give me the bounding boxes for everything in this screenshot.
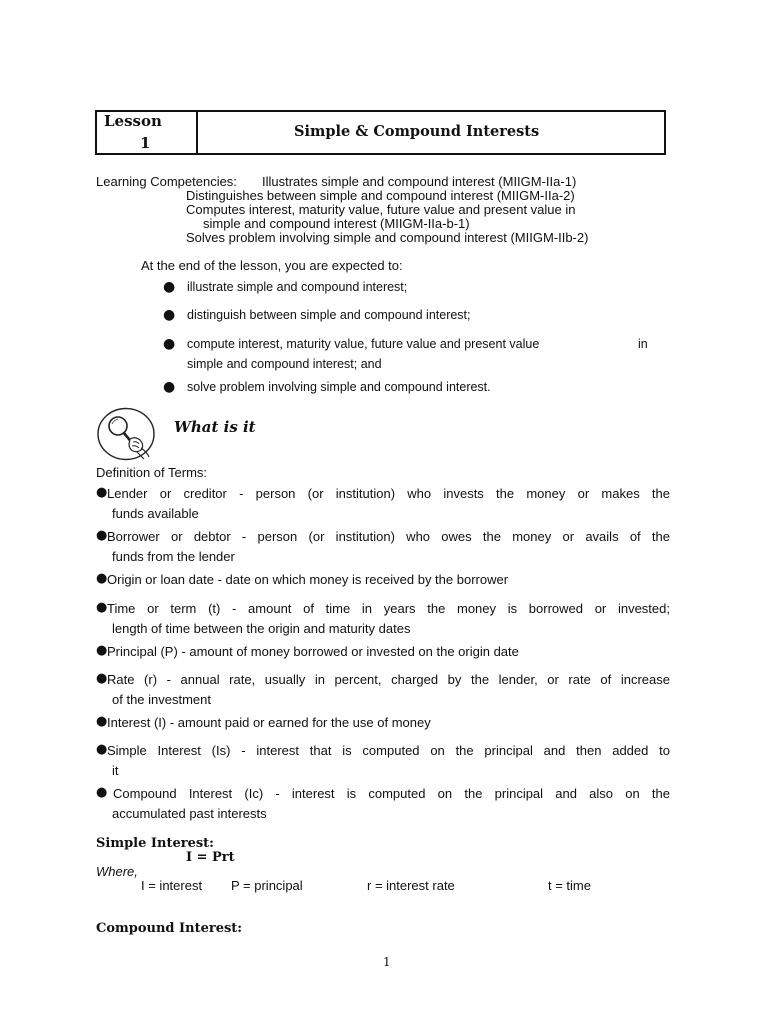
definition-line: Interest (I) - amount paid or earned for the use of money (107, 715, 431, 730)
compound-interest-heading: Compound Interest: (96, 921, 243, 936)
definition-line: Principal (P) - amount of money borrowed or invested on the origin date (107, 644, 519, 659)
variable-definition: I = interest (141, 878, 203, 893)
objective-item: compute interest, maturity value, future value and present value (187, 337, 540, 351)
definition-line: Compound Interest (Ic) - interest is computed on the principal and also on the (113, 786, 670, 801)
bullet: ● (96, 671, 108, 686)
definition-line: Rate (r) - annual rate, usually in percent, charged by the lender, or rate of increase (107, 672, 670, 687)
section-title: What is it (174, 418, 256, 436)
bullet: ● (96, 485, 108, 500)
objective-item-continued: simple and compound interest; and (187, 357, 382, 371)
bullet: ● (96, 600, 108, 615)
definition-line: Origin or loan date - date on which money is received by the borrower (107, 572, 509, 587)
bullet: ● (96, 643, 108, 658)
bullet: ● (163, 279, 176, 295)
competency-item: Illustrates simple and compound interest (MIIGM-IIa-1) (262, 174, 577, 189)
simple-interest-formula: I = Prt (186, 850, 235, 865)
competencies-lead: Learning Competencies: (96, 174, 237, 189)
magnifying-glass-icon (97, 407, 157, 461)
lesson-header-divider (196, 110, 198, 155)
lesson-label: Lesson (104, 112, 162, 130)
competency-item: Distinguishes between simple and compound interest (MIIGM-IIa-2) (186, 188, 575, 203)
lesson-title: Simple & Compound Interests (294, 123, 540, 140)
variable-definition: r = interest rate (367, 878, 455, 893)
page-number: 1 (383, 955, 391, 969)
definition-line: funds available (112, 506, 199, 521)
objective-item: distinguish between simple and compound interest; (187, 308, 471, 322)
lesson-number: 1 (140, 134, 151, 152)
competency-item: Computes interest, maturity value, future value and present value in (186, 202, 576, 217)
definition-line: it (112, 763, 119, 778)
bullet: ● (96, 528, 108, 543)
objective-item: solve problem involving simple and compound interest. (187, 380, 491, 394)
bullet: ● (163, 336, 176, 352)
definition-line: Simple Interest (Is) - interest that is computed on the principal and then added to (107, 743, 670, 758)
definition-line: Time or term (t) - amount of time in years the money is borrowed or invested; (107, 601, 670, 616)
variable-definition: t = time (548, 878, 591, 893)
simple-interest-heading: Simple Interest: (96, 836, 214, 851)
definition-line: of the investment (112, 692, 211, 707)
competency-item: Solves problem involving simple and compound interest (MIIGM-IIb-2) (186, 230, 589, 245)
objective-item: illustrate simple and compound interest; (187, 280, 408, 294)
definition-line: accumulated past interests (112, 806, 267, 821)
competency-item: simple and compound interest (MIIGM-IIa-b-1) (203, 216, 470, 231)
bullet: ● (96, 785, 108, 800)
bullet: ● (163, 379, 176, 395)
where-label: Where, (96, 864, 138, 879)
bullet: ● (163, 307, 176, 323)
objectives-intro: At the end of the lesson, you are expected to: (141, 258, 403, 273)
definition-line: Borrower or debtor - person (or institution) who owes the money or avails of the (107, 529, 670, 544)
definitions-heading: Definition of Terms: (96, 465, 208, 480)
definition-line: funds from the lender (112, 549, 235, 564)
definition-line: length of time between the origin and maturity dates (112, 621, 411, 636)
bullet: ● (96, 714, 108, 729)
bullet: ● (96, 742, 108, 757)
bullet: ● (96, 571, 108, 586)
objective-item-continued: in (638, 337, 648, 351)
definition-line: Lender or creditor - person (or institution) who invests the money or makes the (107, 486, 670, 501)
variable-definition: P = principal (231, 878, 303, 893)
